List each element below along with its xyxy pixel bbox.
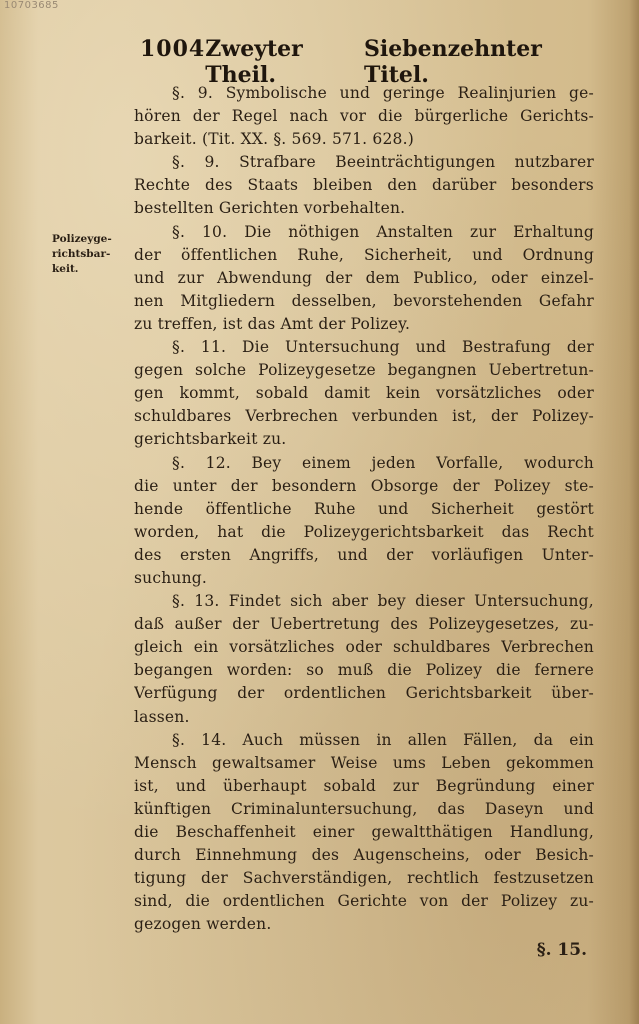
word: außer — [174, 615, 222, 634]
margin-note-line: richtsbar- — [52, 248, 111, 260]
word: Bey — [251, 453, 282, 472]
word: von — [419, 892, 449, 911]
word: hende — [134, 499, 184, 518]
word: und — [415, 338, 447, 357]
word: nach — [289, 107, 329, 126]
word: 9. — [197, 84, 213, 102]
word: der — [566, 338, 594, 357]
text-line — [134, 105, 594, 128]
word: 9. — [204, 153, 220, 172]
word: ums — [392, 753, 427, 772]
word: und — [377, 499, 409, 518]
text-line — [134, 359, 594, 382]
text-line — [134, 659, 594, 682]
word: ge- — [568, 84, 594, 102]
word: Polizey — [500, 892, 558, 911]
word: Leben — [441, 753, 491, 772]
text-line — [134, 913, 594, 936]
word: künftigen — [134, 799, 212, 818]
text-line — [134, 752, 594, 775]
word: 11. — [200, 338, 227, 357]
word: des — [204, 176, 233, 195]
margin-note-line: Polizeyge- — [52, 233, 112, 245]
word: der — [452, 476, 480, 495]
text-line — [134, 798, 594, 821]
word: und — [563, 799, 594, 818]
text-line — [134, 544, 594, 567]
word: Abwendung — [216, 268, 313, 287]
text-line — [134, 267, 594, 290]
word: damit — [324, 384, 371, 403]
word: Verbrechen — [501, 638, 594, 657]
word: Verbrechen — [245, 407, 339, 426]
word: Sachverständigen, — [242, 869, 393, 888]
text-line — [134, 567, 594, 590]
line-text: bestellten Gerichten vorbehalten. — [134, 199, 406, 218]
text-line — [134, 244, 594, 267]
text-line — [134, 475, 594, 498]
line-text: zu treffen, ist das Amt der Polizey. — [134, 314, 411, 333]
word: Augenscheins, — [353, 846, 470, 865]
word: das — [437, 799, 466, 818]
word: die — [387, 661, 412, 680]
word: der — [490, 407, 519, 426]
word: §. — [172, 153, 186, 172]
word: einzel- — [540, 268, 594, 287]
word: 14. — [201, 730, 227, 749]
text-line — [134, 590, 594, 613]
word: Verfügung — [134, 684, 218, 703]
word: Erhaltung — [513, 222, 594, 241]
word: des — [311, 846, 340, 865]
word: Uebertretung — [269, 615, 380, 634]
word: Strafbare — [239, 153, 316, 172]
word: verbunden — [352, 407, 439, 426]
word: zu- — [570, 892, 594, 911]
word: gegen — [134, 361, 184, 380]
word: Gerichts- — [520, 107, 594, 126]
word: den — [387, 176, 418, 195]
word: oder — [484, 846, 521, 865]
word: das — [501, 522, 530, 541]
text-line — [134, 197, 594, 220]
word: Gerichte — [337, 892, 408, 911]
word: Die — [244, 222, 272, 241]
word: einer — [312, 823, 355, 841]
word: bürgerliche — [414, 107, 509, 126]
word: Bestrafung — [461, 338, 552, 357]
text-line — [134, 729, 594, 752]
word: §. — [172, 222, 186, 241]
word: Regel — [231, 107, 278, 126]
word: durch — [134, 846, 181, 865]
word: kein — [386, 384, 421, 403]
word: Weise — [330, 753, 378, 772]
word: daß — [134, 615, 165, 634]
word: Die — [242, 338, 270, 357]
word: vorsätzliches — [229, 638, 335, 657]
text-line — [134, 821, 594, 844]
word: der — [461, 892, 489, 911]
text-line — [134, 867, 594, 890]
line-text: barkeit. (Tit. XX. §. 569. 571. 628.) — [134, 130, 414, 149]
word: zu- — [569, 615, 594, 634]
word: sobald — [323, 776, 376, 795]
text-line — [134, 290, 594, 313]
text-line — [134, 636, 594, 659]
word: Auch — [242, 730, 284, 749]
word: über- — [551, 684, 594, 703]
word: des — [390, 615, 419, 634]
word: Gefahr — [538, 291, 594, 310]
word: §. — [172, 338, 186, 357]
word: der — [200, 869, 229, 888]
word: begangnen — [387, 361, 477, 380]
margin-note — [52, 232, 122, 277]
word: §. — [172, 84, 186, 102]
text-line — [134, 613, 594, 636]
word: und — [337, 545, 368, 564]
word: ein — [193, 638, 219, 657]
word: und — [175, 776, 207, 795]
text-line — [134, 682, 594, 705]
word: desselben, — [291, 291, 377, 310]
word: 12. — [205, 453, 231, 472]
text-line — [134, 521, 594, 544]
word: Sicherheit — [430, 499, 514, 518]
word: Symbolische — [225, 84, 327, 102]
word: Ordnung — [522, 245, 594, 264]
word: darüber — [431, 176, 497, 195]
word: gekommen — [506, 753, 594, 772]
word: besonders — [511, 176, 594, 195]
text-line — [134, 128, 594, 151]
word: Untersuchung, — [474, 592, 594, 611]
word: Polizey — [493, 476, 551, 495]
word: der — [237, 684, 265, 703]
word: schuldbares — [393, 638, 491, 657]
word: zur — [470, 222, 497, 241]
word: fernere — [534, 661, 594, 680]
line-text: gerichtsbarkeit zu. — [134, 430, 287, 449]
word: so — [306, 661, 324, 680]
text-line — [134, 775, 594, 798]
word: Unter- — [541, 545, 594, 564]
text-line — [134, 706, 594, 729]
word: zur — [392, 776, 419, 795]
text-line — [134, 174, 594, 197]
word: §. — [172, 453, 186, 472]
word: dieser — [415, 592, 465, 611]
word: schuldbares — [134, 407, 232, 426]
word: aber — [331, 592, 369, 611]
text-line — [134, 313, 594, 336]
word: der — [232, 615, 260, 634]
text-line — [134, 452, 594, 475]
word: oder — [345, 638, 383, 657]
word: worden, — [134, 522, 200, 541]
word: Begründung — [435, 776, 536, 795]
word: der — [230, 476, 258, 495]
word: Findet — [228, 592, 281, 611]
word: Criminaluntersuchung, — [231, 799, 418, 818]
word: Beschaffenheit — [175, 823, 296, 841]
word: überhaupt — [223, 776, 307, 795]
word: hören — [134, 107, 181, 126]
word: in — [376, 730, 392, 749]
word: §. — [172, 730, 186, 749]
word: jeden — [371, 453, 416, 472]
word: die — [185, 892, 211, 911]
word: nutzbarer — [514, 153, 594, 172]
word: §. — [172, 592, 186, 611]
text-line — [134, 151, 594, 174]
word: ersten — [179, 545, 232, 564]
margin-note-line: keit. — [52, 263, 79, 275]
word: der — [386, 545, 414, 564]
word: Polizey- — [532, 407, 594, 426]
word: Mensch — [134, 753, 197, 772]
word: gleich — [134, 638, 183, 657]
word: worden: — [226, 661, 293, 680]
word: gewaltthätigen — [371, 823, 493, 841]
word: die — [134, 823, 159, 841]
word: gestört — [536, 499, 594, 518]
word: oder — [557, 384, 594, 403]
word: öffentlichen — [181, 245, 278, 264]
word: vorsätzliches — [436, 384, 542, 403]
word: und — [339, 84, 371, 102]
word: die — [378, 107, 403, 126]
word: der — [325, 268, 353, 287]
word: Angriffs, — [249, 545, 320, 564]
word: Staats — [247, 176, 299, 195]
word: Uebertretun- — [488, 361, 594, 380]
word: ordentlichen — [222, 892, 325, 911]
word: und — [134, 268, 165, 287]
word: Ruhe — [314, 499, 356, 518]
word: Ruhe, — [297, 245, 345, 264]
word: Realinjurien — [457, 84, 557, 102]
word: ste- — [564, 476, 594, 495]
text-line — [134, 498, 594, 521]
word: ein — [569, 730, 594, 749]
part-title: Zweyter Theil. — [205, 36, 303, 88]
word: die — [134, 476, 159, 495]
word: da — [533, 730, 554, 749]
text-line — [134, 428, 594, 451]
word: gewaltsamer — [212, 753, 316, 772]
word: bevorstehenden — [393, 291, 523, 310]
word: rechtlich — [407, 869, 479, 888]
word: Handlung, — [509, 823, 594, 841]
text-line — [134, 382, 594, 405]
word: sich — [290, 592, 323, 611]
word: Untersuchung — [285, 338, 400, 357]
word: sobald — [255, 384, 309, 403]
page-number: 1004 — [140, 36, 206, 62]
word: Obsorge — [370, 476, 439, 495]
word: vorläufigen — [431, 545, 524, 564]
word: Publico, — [413, 268, 478, 287]
word: nen — [134, 291, 164, 310]
word: einer — [552, 776, 594, 795]
word: Rechte — [134, 176, 191, 195]
word: die — [261, 522, 286, 541]
text-line — [134, 221, 594, 244]
word: festzusetzen — [493, 869, 594, 888]
word: Beeinträchtigungen — [335, 153, 496, 172]
word: Vorfalle, — [436, 453, 504, 472]
catchword: §. 15. — [536, 940, 587, 960]
word: dem — [365, 268, 400, 287]
word: Anstalten — [376, 222, 454, 241]
word: Sicherheit, — [364, 245, 453, 264]
word: geringe — [382, 84, 445, 102]
word: Gerichtsbarkeit — [405, 684, 532, 703]
word: 13. — [194, 592, 220, 611]
text-line — [134, 844, 594, 867]
word: Fällen, — [463, 730, 518, 749]
word: kommt, — [179, 384, 240, 403]
page-edge-shadow — [629, 0, 639, 1024]
word: Polizey — [425, 661, 483, 680]
word: Polizeygesetzes, — [428, 615, 560, 634]
word: ordentlichen — [283, 684, 387, 703]
word: Daseyn — [484, 799, 544, 818]
text-line — [134, 890, 594, 913]
word: solche — [195, 361, 247, 380]
word: hat — [217, 522, 244, 541]
word: Polizeygesetze — [258, 361, 376, 380]
word: müssen — [299, 730, 361, 749]
word: gen — [134, 384, 164, 403]
text-line — [134, 336, 594, 359]
line-text: suchung. — [134, 568, 208, 587]
word: des — [134, 545, 162, 564]
word: Polizeygerichtsbarkeit — [303, 522, 484, 541]
line-text: gezogen werden. — [134, 915, 272, 934]
word: sind, — [134, 892, 173, 911]
word: bleiben — [313, 176, 373, 195]
text-line — [134, 405, 594, 428]
word: Recht — [547, 522, 594, 541]
word: der — [134, 245, 162, 264]
word: besondern — [271, 476, 357, 495]
word: begangen — [134, 661, 213, 680]
line-text: lassen. — [134, 707, 190, 726]
word: Einnehmung — [195, 846, 298, 865]
body-text — [134, 82, 594, 936]
word: tigung — [134, 869, 187, 888]
running-header — [140, 36, 590, 88]
word: der — [192, 107, 220, 126]
word: muß — [337, 661, 374, 680]
word: zur — [177, 268, 204, 287]
word: einem — [301, 453, 351, 472]
word: bey — [377, 592, 406, 611]
word: ist, — [452, 407, 477, 426]
word: allen — [407, 730, 448, 749]
word: und — [472, 245, 503, 264]
word: wodurch — [524, 453, 594, 472]
word: die — [496, 661, 521, 680]
word: Besich- — [535, 846, 594, 865]
section-title: Siebenzehnter Titel. — [364, 36, 542, 88]
text-line — [134, 82, 594, 105]
word: Mitgliedern — [180, 291, 276, 310]
catalog-stamp: 10703685 — [4, 0, 59, 11]
word: vor — [340, 107, 367, 126]
word: unter — [172, 476, 217, 495]
word: 10. — [202, 222, 228, 241]
word: ist, — [134, 776, 159, 795]
word: öffentliche — [205, 499, 292, 518]
word: nöthigen — [288, 222, 360, 241]
word: oder — [491, 268, 528, 287]
